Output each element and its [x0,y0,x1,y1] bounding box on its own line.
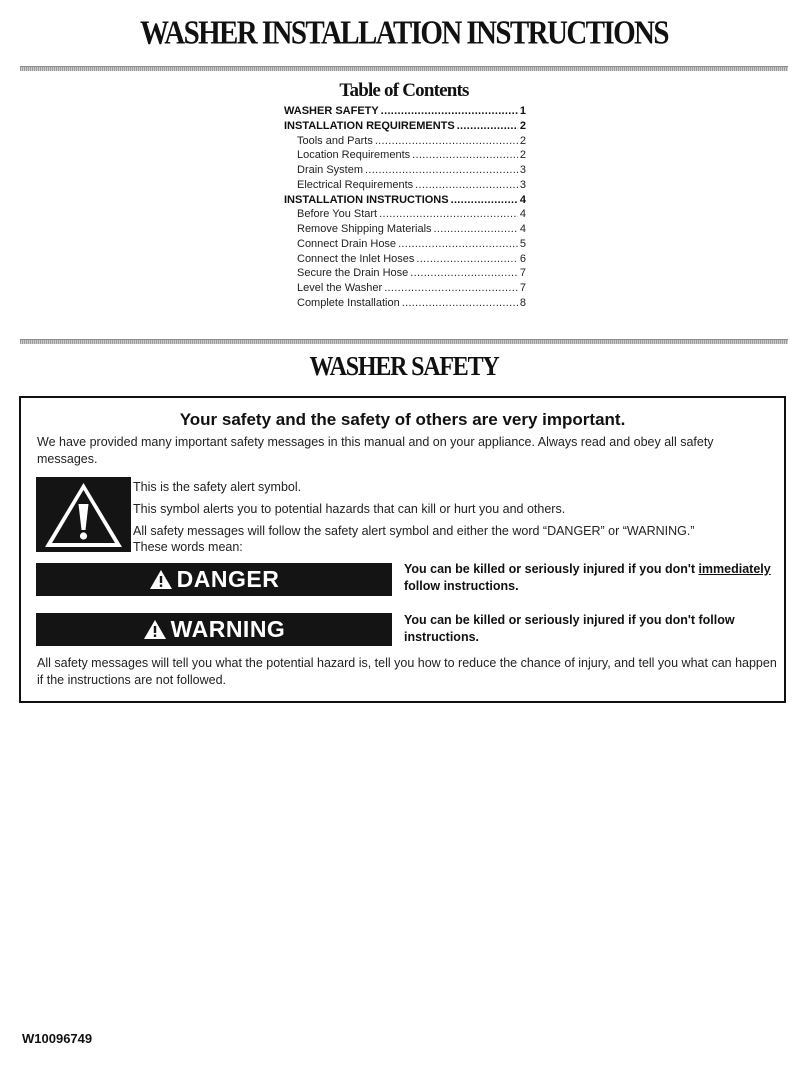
danger-alert-icon [149,569,173,590]
toc-entry [284,148,526,163]
toc-leader-dots [412,148,518,163]
alert-line: This symbol alerts you to potential hazards that can kill or hurt you and others. [133,502,566,516]
divider-middle [20,339,788,344]
toc-leader-dots [375,134,518,149]
toc-entry [284,134,526,149]
danger-description [404,561,780,595]
danger-text-start: You can be killed or seriously injured if you don't [404,562,699,576]
toc-entry-label: Drain System [297,164,364,176]
toc-entry [284,296,526,311]
toc-entry [284,266,526,281]
safety-box-heading: Your safety and the safety of others are very important. [179,410,626,429]
safety-box [19,396,786,703]
warning-alert-icon [143,619,167,640]
toc-entry-label: Complete Installation [297,296,400,309]
toc-entry-label: Level the Washer [297,282,383,294]
toc-entry [284,222,526,237]
toc-entry-page: 8 [519,296,526,309]
toc-leader-dots [451,193,518,208]
toc-entry-label: Before You Start [297,208,378,221]
toc-entry [284,237,526,252]
toc-entry-page: 2 [519,119,526,132]
toc-entry-page: 6 [519,252,526,265]
toc-entry [284,193,526,208]
toc-entry-page: 2 [519,149,526,162]
toc-entry [284,207,526,222]
toc-entry-page: 5 [519,237,526,250]
alert-line: All safety messages will follow the safety alert symbol and either the word “DANGER” or “WARNING.” [133,524,695,538]
toc-entry-page: 3 [519,178,526,191]
toc-entry-label: Location Requirements [297,149,411,162]
words-mean-label: These words mean: [133,540,243,554]
toc-leader-dots [415,178,518,193]
toc-leader-dots [457,119,518,134]
toc-leader-dots [410,266,518,281]
warning-label: WARNING [170,616,286,642]
toc-leader-dots [384,281,518,296]
toc-entry [284,119,526,134]
alert-explanation [133,479,773,561]
safety-intro-text: We have provided many important safety messages in this manual and on your appliance. Always read and obey all safety messages. [37,435,714,466]
toc-entry-label: Tools and Parts [297,134,373,147]
alert-line: This is the safety alert symbol. [133,480,302,494]
toc-leader-dots [381,104,518,119]
toc-heading: Table of Contents [339,80,469,101]
toc-entry-page: 1 [519,105,526,117]
divider-top [20,66,788,71]
safety-alert-symbol-icon [36,477,131,552]
document-title: WASHER INSTALLATION INSTRUCTIONS [140,14,668,52]
toc-leader-dots [365,163,518,178]
toc-entry-label: INSTALLATION REQUIREMENTS [284,119,455,132]
toc-entry [284,104,526,119]
toc-leader-dots [379,207,518,222]
toc-entry-page: 7 [519,282,526,294]
danger-text-emphasis: immediately [698,562,771,576]
safety-outro-text: All safety messages will tell you what the potential hazard is, tell you how to reduce the chance of injury, and tell you what can happen if the instructions are not followed. [37,656,777,687]
table-of-contents [284,104,526,311]
toc-entry-page: 7 [519,267,526,280]
toc-leader-dots [416,252,517,267]
toc-entry-page: 2 [519,134,526,147]
toc-entry-label: Electrical Requirements [297,178,414,191]
warning-signal-bar [36,613,392,646]
toc-entry-label: Remove Shipping Materials [297,223,432,235]
toc-entry-label: Connect the Inlet Hoses [297,252,415,265]
toc-entry [284,178,526,193]
danger-text-end: follow instructions. [404,579,519,593]
toc-entry [284,281,526,296]
toc-entry [284,252,526,267]
toc-leader-dots [402,296,518,311]
danger-label: DANGER [176,566,280,592]
toc-entry-label: Secure the Drain Hose [297,267,409,280]
toc-entry-label: WASHER SAFETY [284,105,379,117]
toc-leader-dots [398,237,518,252]
warning-description: You can be killed or seriously injured if you don't follow instructions. [404,613,735,644]
part-number: W10096749 [22,1031,93,1046]
toc-leader-dots [434,222,518,237]
section-heading-washer-safety: WASHER SAFETY [309,352,499,382]
toc-entry-page: 3 [519,164,526,176]
toc-entry-page: 4 [519,208,526,221]
toc-entry [284,163,526,178]
toc-entry-label: INSTALLATION INSTRUCTIONS [284,193,449,206]
toc-entry-page: 4 [519,193,526,206]
danger-signal-bar [36,563,392,596]
toc-entry-page: 4 [519,223,526,235]
toc-entry-label: Connect Drain Hose [297,237,397,250]
